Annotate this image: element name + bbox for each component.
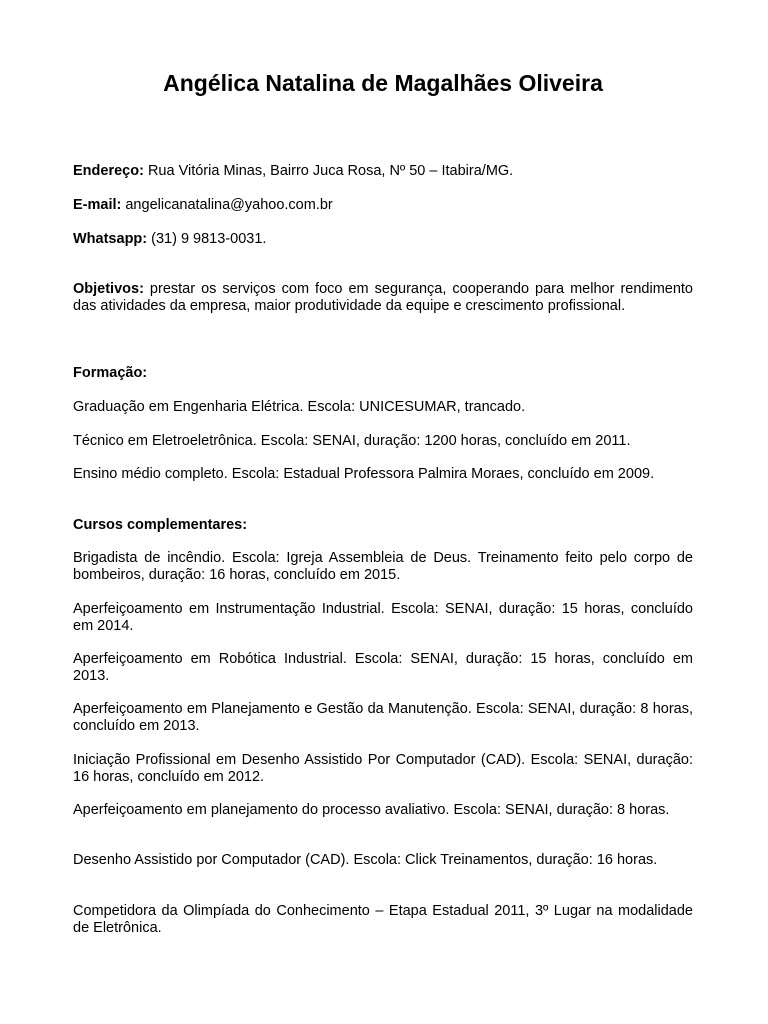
email-value: angelicanatalina@yahoo.com.br: [121, 197, 333, 213]
whatsapp-line: [73, 231, 693, 248]
courses-heading: Cursos complementares:: [73, 517, 248, 533]
objectives-label: Objetivos:: [73, 281, 144, 297]
course-item: Brigadista de incêndio. Escola: Igreja Assembleia de Deus. Treinamento feito pelo corpo de bombeiros, duração: 16 horas, concluído em 2015.: [73, 550, 693, 583]
education-item: Graduação em Engenharia Elétrica. Escola: UNICESUMAR, trancado.: [73, 399, 526, 415]
education-item: Ensino médio completo. Escola: Estadual Professora Palmira Moraes, concluído em 2009.: [73, 466, 655, 482]
email-label: E-mail:: [73, 197, 122, 213]
education-item: Técnico em Eletroeletrônica. Escola: SENAI, duração: 1200 horas, concluído em 2011.: [73, 433, 631, 449]
address-value: Rua Vitória Minas, Bairro Juca Rosa, Nº 50 – Itabira/MG.: [143, 163, 514, 179]
objectives-text: prestar os serviços com foco em segurança, cooperando para melhor rendimento das atividades da empresa, maior produtividade da equipe e crescimento profissional.: [73, 281, 693, 314]
course-item: Desenho Assistido por Computador (CAD). Escola: Click Treinamentos, duração: 16 horas.: [73, 852, 658, 868]
course-item: Aperfeiçoamento em Planejamento e Gestão da Manutenção. Escola: SENAI, duração: 8 horas, concluído em 2013.: [73, 701, 693, 734]
course-item: Aperfeiçoamento em planejamento do processo avaliativo. Escola: SENAI, duração: 8 horas.: [73, 802, 670, 818]
resume-name-title: Angélica Natalina de Magalhães Oliveira: [163, 70, 603, 96]
course-item: Aperfeiçoamento em Robótica Industrial. Escola: SENAI, duração: 15 horas, concluído em 2013.: [73, 651, 693, 684]
course-item: Aperfeiçoamento em Instrumentação Industrial. Escola: SENAI, duração: 15 horas, concluído em 2014.: [73, 601, 693, 634]
objectives-paragraph: [73, 281, 693, 315]
course-item: Iniciação Profissional em Desenho Assistido Por Computador (CAD). Escola: SENAI, duração: 16 horas, concluído em 2012.: [73, 752, 693, 785]
email-line: [73, 197, 693, 214]
whatsapp-label: Whatsapp:: [73, 231, 148, 247]
address-label: Endereço:: [73, 163, 144, 179]
address-line: [73, 163, 693, 180]
whatsapp-value: (31) 9 9813-0031.: [147, 231, 267, 247]
education-heading: Formação:: [73, 365, 148, 381]
course-item: Competidora da Olimpíada do Conhecimento – Etapa Estadual 2011, 3º Lugar na modalidade de Eletrônica.: [73, 903, 693, 936]
